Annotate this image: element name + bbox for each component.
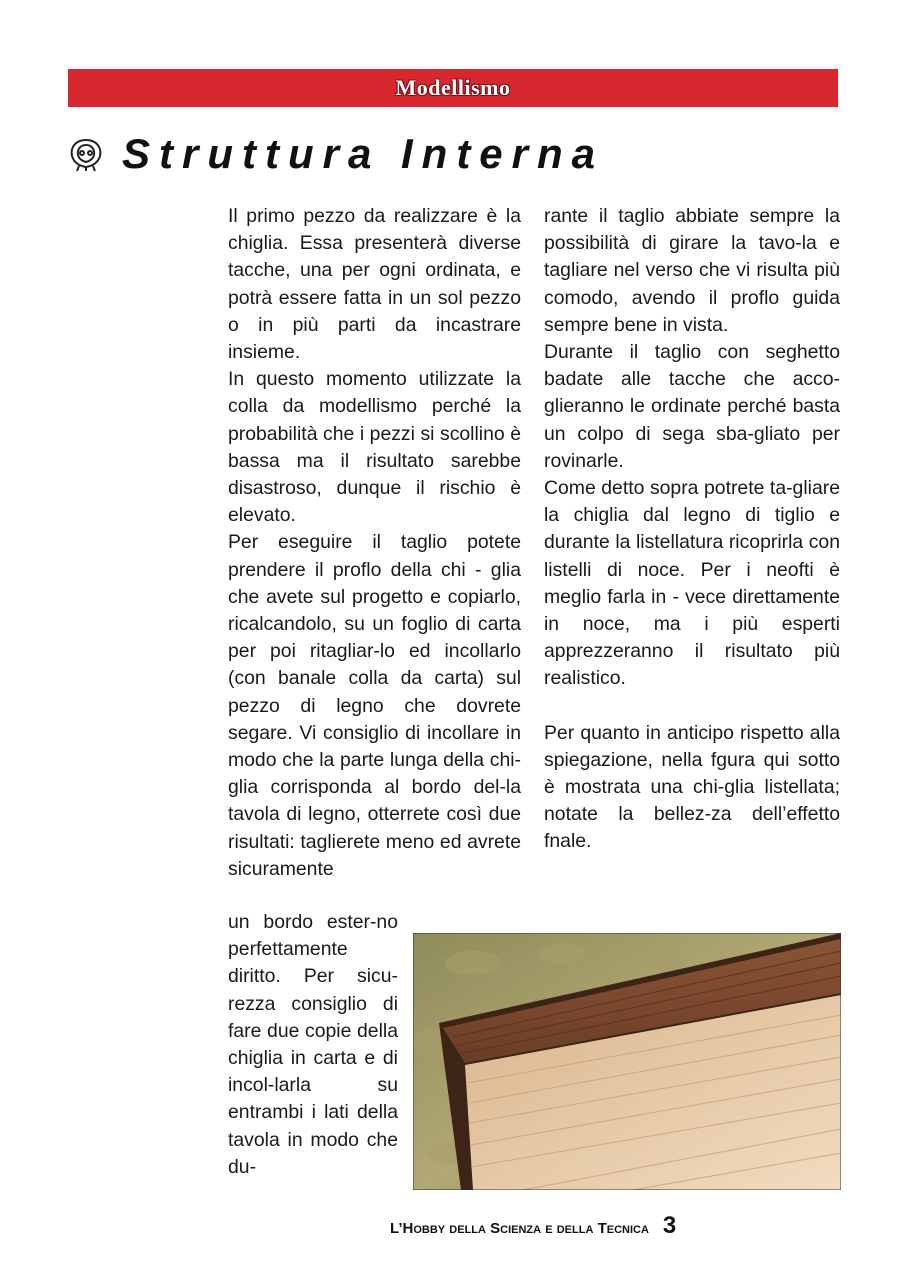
paragraph: un bordo ester-no perfettamente diritto. Per sicu-rezza consiglio di fare due copie della chiglia in carta e di incol-larla su entrambi i lati della tavola in modo che du- [228, 911, 398, 1178]
text-column-right [544, 203, 840, 856]
title-row [66, 128, 604, 180]
paragraph: Per quanto in anticipo rispetto alla spiegazione, nella fgura qui sotto è mostrata una chi-glia listellata; notate la bellez-za dell’effetto fnale. [544, 721, 840, 853]
text-column-left-wrap [228, 909, 398, 1181]
footer [390, 1212, 676, 1240]
section-banner [68, 69, 838, 107]
magazine-title: L’Hobby della Scienza e della Tecnica [390, 1220, 649, 1237]
shell-ornament-icon [66, 136, 106, 172]
paragraph: Come detto sopra potrete ta-gliare la chiglia dal legno di tiglio e durante la listellatura ricoprirla con listelli di noce. Per i neofti è meglio farla in - vece direttamente in noce, ma i più esperti apprezzeranno il risultato più realistico. [544, 477, 840, 690]
section-label: Modellismo [395, 75, 511, 100]
paragraph: Il primo pezzo da realizzare è la chiglia. Essa presenterà diverse tacche, una per ogni ordinata, e potrà essere fatta in un sol pezzo o in più parti da incastrare insieme. [228, 205, 521, 364]
paragraph: In questo momento utilizzate la colla da modellismo perché la probabilità che i pezzi si scollino è bassa ma il risultato sarebbe disastroso, dunque il rischio è elevato. [228, 368, 521, 527]
paragraph: Per eseguire il taglio potete prendere il proflo della chi - glia che avete sul progetto e copiarlo, ricalcandolo, su un foglio di carta per poi ritagliar-lo ed incollarlo (con banale colla da carta) sul pezzo di legno che dovrete segare. Vi consiglio di incollare in modo che la parte lunga della chi-glia corrisponda al bordo del-la tavola di legno, otterrete così due risultati: taglierete meno ed avrete sicuramente [228, 531, 521, 880]
text-column-left [228, 203, 521, 883]
article-title: Struttura Interna [122, 130, 605, 177]
keel-photo [413, 933, 841, 1190]
page-number: 3 [662, 1212, 677, 1239]
paragraph: Durante il taglio con seghetto badate alle tacche che acco-glieranno le ordinate perché basta un colpo di sega sba-gliato per rovinarle. [544, 341, 840, 472]
paragraph: rante il taglio abbiate sempre la possibilità di girare la tavo-la e tagliare nel verso che vi risulta più comodo, avendo il proflo guida sempre bene in vista. [544, 205, 840, 336]
